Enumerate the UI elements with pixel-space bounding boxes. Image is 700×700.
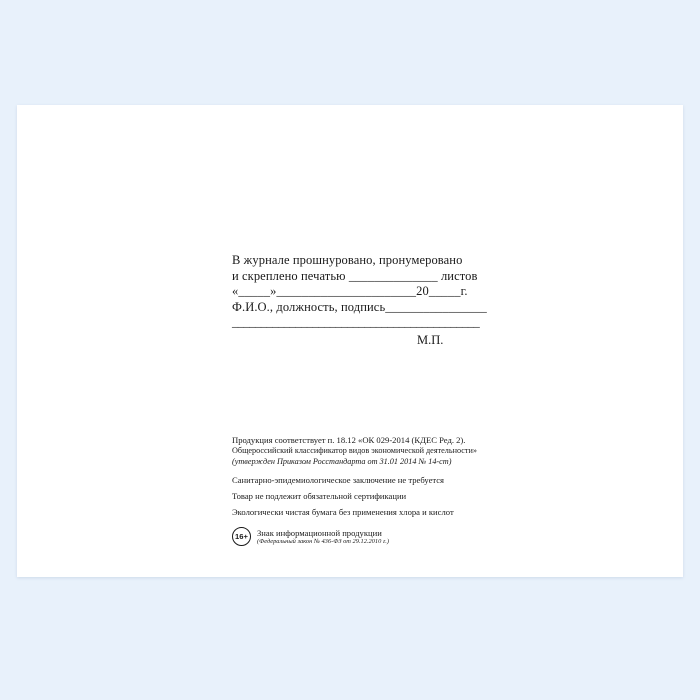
stamp-place-label: М.П. [417,333,444,347]
age-rating-row [232,527,552,546]
certification-line-2: и скреплено печатью ______________ листов [232,268,478,283]
ecology-note: Экологически чистая бумага без применения хлора и кислот [232,507,454,518]
certification-line-1: В журнале прошнуровано, пронумеровано [232,253,463,267]
certification-note: Товар не подлежит обязательной сертификации [232,491,407,502]
footer-block [232,435,552,546]
certification-block [232,253,532,329]
certification-line-3: «_____»______________________20_____г. [232,284,468,298]
conformity-line-1: Продукция соответствует п. 18.12 «ОК 029-2014 (КДЕС Ред. 2). [232,435,466,445]
conformity-line-2: Общероссийский классификатор видов экономической деятельности» [232,446,477,455]
age-rating-law-reference: (Федеральный закон № 436-ФЗ от 29.12.2010 г.) [257,537,390,545]
age-rating-badge: 16+ [232,527,251,546]
document-page [17,105,683,577]
certification-line-5: ___________________________________________ [232,315,480,329]
age-rating-texts [257,528,389,546]
age-rating-title: Знак информационной продукции [257,527,382,538]
sanitary-note: Санитарно-эпидемиологическое заключение не требуется [232,475,445,486]
footer-spacer-1 [232,467,552,475]
conformity-line-3: (утвержден Приказом Росстандарта от 31.01 2014 № 14-ст) [232,456,452,466]
certification-line-4: Ф.И.О., должность, подпись________________ [232,299,487,314]
